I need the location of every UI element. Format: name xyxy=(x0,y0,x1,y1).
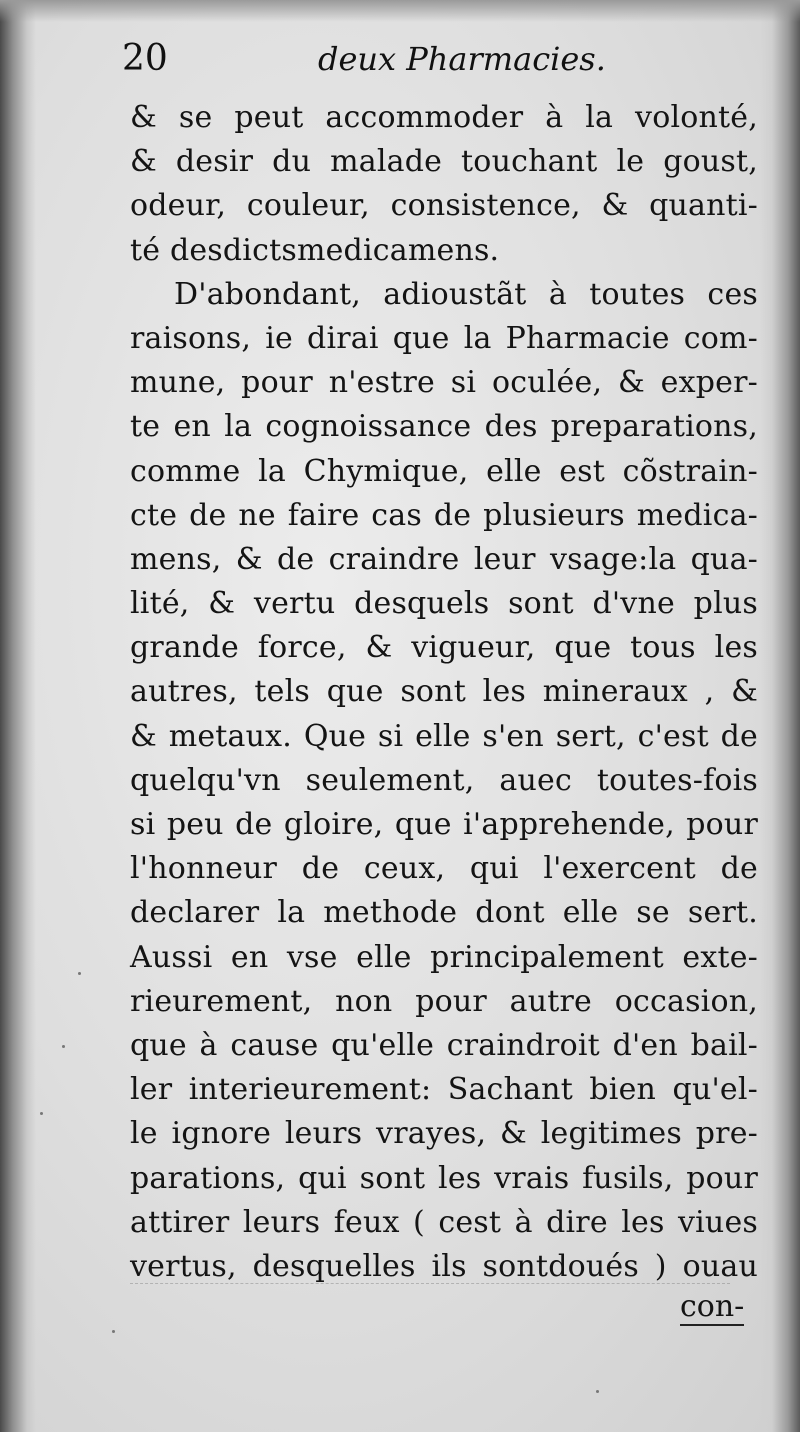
text-line: si peu de gloire, que i'apprehende, pour xyxy=(130,807,758,842)
binding-shadow xyxy=(0,0,36,1432)
text-line: grande force, & vigueur, que tous les xyxy=(130,630,758,666)
text-line: & se peut accommoder à la volonté, xyxy=(130,100,758,135)
text-line: l'honneur de ceux, qui l'exercent de xyxy=(130,851,758,887)
text-line: autres, tels que sont les mineraux , & xyxy=(130,674,758,710)
text-line: cte de ne faire cas de plusieurs medica- xyxy=(130,497,758,533)
text-line: raisons, ie dirai que la Pharmacie com- xyxy=(130,320,758,356)
body-text xyxy=(130,96,758,1289)
text-line: le ignore leurs vrayes, & legitimes pre- xyxy=(130,1116,758,1152)
catchword: con- xyxy=(680,1289,745,1324)
page-edge-shadow xyxy=(760,0,800,1432)
top-edge-shadow xyxy=(0,0,800,22)
text-line: que à cause qu'elle craindroit d'en bail- xyxy=(130,1027,758,1063)
text-line: lité, & vertu desquels sont d'vne plus xyxy=(130,586,758,622)
text-line: mune, pour n'estre si oculée, & exper- xyxy=(130,365,758,401)
text-line: Aussi en vse elle principalement exte- xyxy=(130,939,758,975)
paragraph-start-line: D'abondant, adioustãt à toutes ces xyxy=(174,276,758,312)
running-title: deux Pharmacies. xyxy=(318,40,606,78)
text-line: ler interieurement: Sachant bien qu'el- xyxy=(130,1072,758,1108)
bottom-rule xyxy=(130,1283,730,1284)
text-line: attirer leurs feux ( cest à dire les viues xyxy=(130,1204,758,1240)
text-line: quelqu'vn seulement, auec toutes-fois xyxy=(130,762,758,798)
text-line: odeur, couleur, consistence, & quanti- xyxy=(130,188,758,224)
text-line: parations, qui sont les vrais fusils, pour xyxy=(130,1160,758,1196)
text-line: declarer la methode dont elle se sert. xyxy=(130,895,758,931)
text-line: rieurement, non pour autre occasion, xyxy=(130,983,758,1019)
page-number: 20 xyxy=(122,38,168,79)
text-line: vertus, desquelles ils sontdoués ) ouau xyxy=(130,1248,758,1284)
running-head xyxy=(122,38,762,88)
text-line: mens, & de craindre leur vsage:la qua- xyxy=(130,541,758,577)
text-line: & desir du malade touchant le goust, xyxy=(130,144,758,180)
text-line: te en la cognoissance des preparations, xyxy=(130,409,758,445)
text-line: & metaux. Que si elle s'en sert, c'est de xyxy=(130,718,758,754)
text-line: comme la Chymique, elle est cõstrain- xyxy=(130,453,758,489)
text-line: té desdictsmedicamens. xyxy=(130,232,500,268)
